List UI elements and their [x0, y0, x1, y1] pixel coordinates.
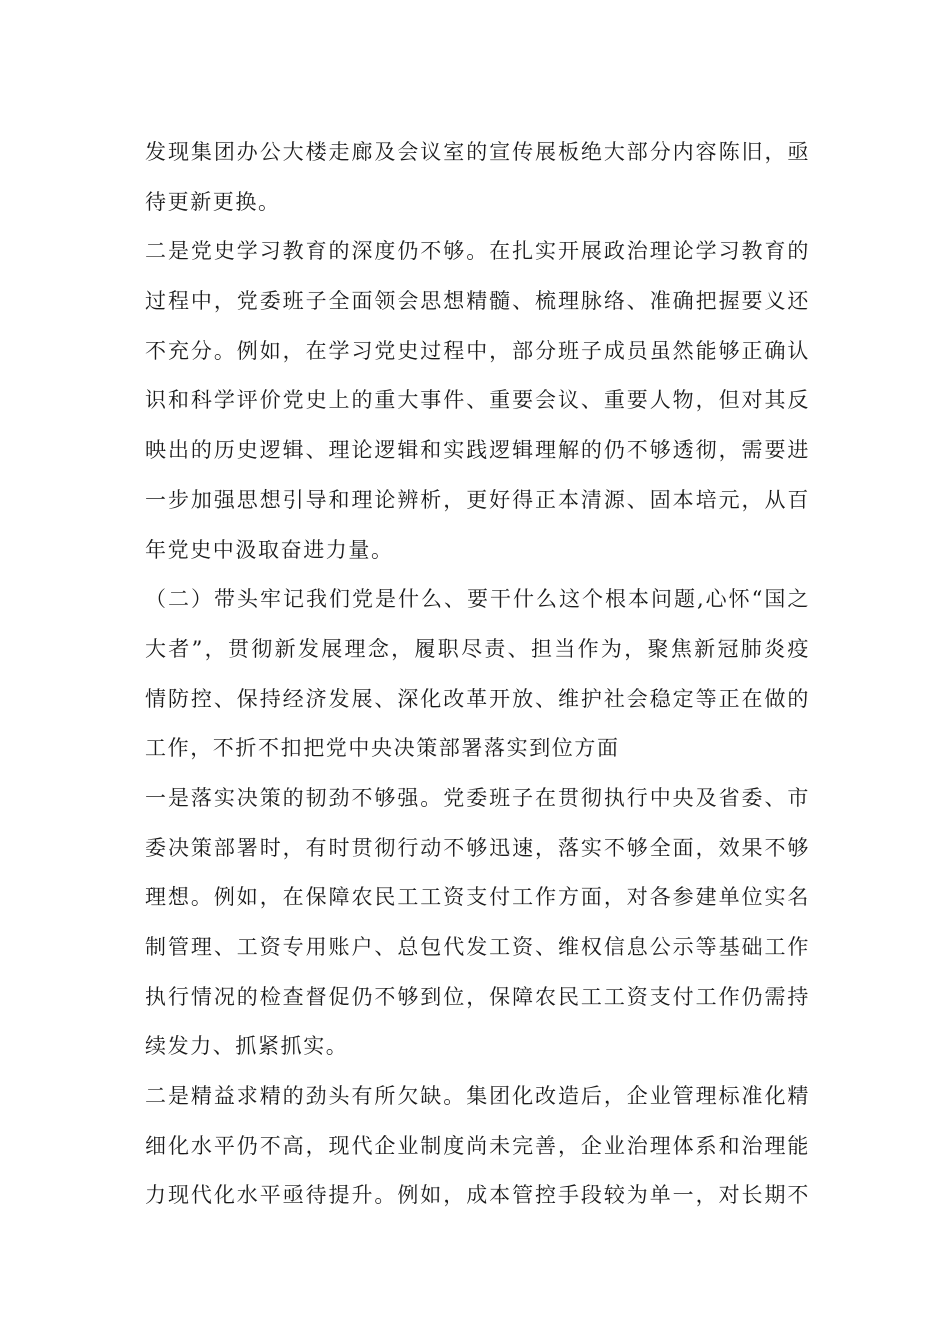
text-line: 映出的历史逻辑、理论逻辑和实践逻辑理解的仍不够透彻，需要进: [145, 438, 810, 463]
text-line: 细化水平仍不高，现代企业制度尚未完善，企业治理体系和治理能: [145, 1133, 810, 1158]
text-line: 不充分。例如，在学习党史过程中，部分班子成员虽然能够正确认: [145, 338, 810, 363]
text-line: 力现代化水平亟待提升。例如，成本管控手段较为单一，对长期不: [145, 1183, 810, 1208]
text-line: 发现集团办公大楼走廊及会议室的宣传展板绝大部分内容陈旧，亟: [145, 140, 810, 164]
text-line: 二是党史学习教育的深度仍不够。在扎实开展政治理论学习教育的: [145, 239, 810, 264]
text-line: 识和科学评价党史上的重大事件、重要会议、重要人物，但对其反: [145, 388, 810, 413]
text-line: 制管理、工资专用账户、总包代发工资、维权信息公示等基础工作: [145, 935, 810, 959]
text-line: 一步加强思想引导和理论辨析，更好得正本清源、固本培元，从百: [145, 487, 810, 512]
text-line: 一是落实决策的韧劲不够强。党委班子在贯彻执行中央及省委、市: [145, 785, 810, 810]
text-line: 续发力、抓紧抓实。: [145, 1034, 349, 1059]
text-line: 过程中，党委班子全面领会思想精髓、梳理脉络、准确把握要义还: [145, 289, 810, 314]
text-line: 待更新更换。: [145, 189, 281, 214]
text-line: 执行情况的检查督促仍不够到位，保障农民工工资支付工作仍需持: [145, 984, 810, 1009]
body-text: [145, 128, 810, 1221]
text-line: 工作，不折不扣把党中央决策部署落实到位方面: [145, 736, 620, 761]
text-line: 年党史中汲取奋进力量。: [145, 537, 394, 562]
text-line: 二是精益求精的劲头有所欠缺。集团化改造后，企业管理标准化精: [145, 1084, 810, 1109]
text-line: （二）带头牢记我们党是什么、要干什么这个根本问题,心怀“国之: [145, 587, 810, 612]
text-line: 委决策部署时，有时贯彻行动不够迅速，落实不够全面，效果不够: [145, 835, 810, 860]
text-line: 情防控、保持经济发展、深化改革开放、维护社会稳定等正在做的: [145, 686, 810, 711]
text-line: 大者”，贯彻新发展理念，履职尽责、担当作为，聚焦新冠肺炎疫: [145, 636, 810, 661]
text-line: 理想。例如，在保障农民工工资支付工作方面，对各参建单位实名: [145, 885, 810, 910]
